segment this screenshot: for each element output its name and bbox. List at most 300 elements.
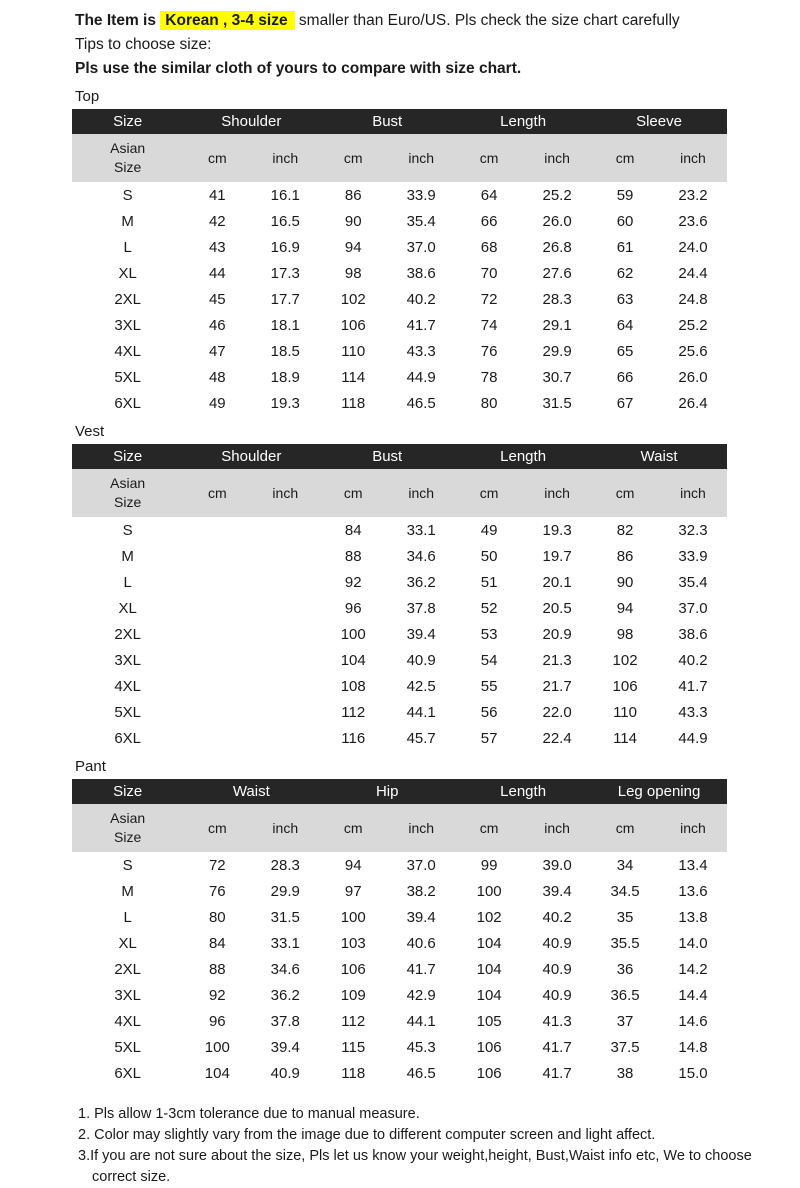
measure-cell xyxy=(251,699,319,725)
measure-cell: 45.7 xyxy=(387,725,455,751)
measure-cell: 22.0 xyxy=(523,699,591,725)
measure-cell: 104 xyxy=(183,1060,251,1086)
measure-cell: 20.1 xyxy=(523,569,591,595)
intro-line-2: Tips to choose size: xyxy=(75,36,212,53)
measure-cell: 42.9 xyxy=(387,982,455,1008)
row-size-label: 3XL xyxy=(72,647,183,673)
measure-cell: 29.1 xyxy=(523,312,591,338)
measure-cell: 29.9 xyxy=(523,338,591,364)
measure-cell: 40.9 xyxy=(387,647,455,673)
measure-cell: 112 xyxy=(319,699,387,725)
measure-cell: 42 xyxy=(183,208,251,234)
asian-size-line2: Size xyxy=(114,829,142,845)
intro-block xyxy=(0,0,800,81)
measure-cell: 46 xyxy=(183,312,251,338)
measure-cell: 60 xyxy=(591,208,659,234)
measure-cell xyxy=(251,621,319,647)
measure-cell: 104 xyxy=(319,647,387,673)
measure-cell: 21.7 xyxy=(523,673,591,699)
measure-cell: 102 xyxy=(455,904,523,930)
measure-cell: 25.6 xyxy=(659,338,727,364)
measure-cell: 36.2 xyxy=(387,569,455,595)
measure-cell: 33.9 xyxy=(387,182,455,208)
measure-cell: 100 xyxy=(183,1034,251,1060)
measure-cell: 40.6 xyxy=(387,930,455,956)
measure-cell: 114 xyxy=(591,725,659,751)
measure-cell xyxy=(183,621,251,647)
table-row xyxy=(72,725,727,751)
measure-cell: 116 xyxy=(319,725,387,751)
measure-cell: 32.3 xyxy=(659,517,727,543)
measure-cell: 45.3 xyxy=(387,1034,455,1060)
measure-cell: 21.3 xyxy=(523,647,591,673)
measure-cell xyxy=(251,595,319,621)
table-row xyxy=(72,260,727,286)
measure-cell: 106 xyxy=(319,956,387,982)
measure-cell: 34 xyxy=(591,852,659,878)
measure-cell: 55 xyxy=(455,673,523,699)
column-header-length: Length xyxy=(455,779,591,804)
measure-cell: 44.1 xyxy=(387,699,455,725)
measure-cell: 33.1 xyxy=(387,517,455,543)
measure-cell: 26.0 xyxy=(659,364,727,390)
measure-cell: 104 xyxy=(455,930,523,956)
asian-size-label xyxy=(72,469,183,517)
measure-cell: 41.7 xyxy=(523,1034,591,1060)
measure-cell: 59 xyxy=(591,182,659,208)
measure-cell: 88 xyxy=(183,956,251,982)
measure-cell: 88 xyxy=(319,543,387,569)
measure-cell xyxy=(183,647,251,673)
measure-cell: 57 xyxy=(455,725,523,751)
measure-cell: 31.5 xyxy=(251,904,319,930)
row-size-label: M xyxy=(72,878,183,904)
column-header-size: Size xyxy=(72,444,183,469)
table-row xyxy=(72,208,727,234)
measure-cell: 94 xyxy=(319,234,387,260)
measure-cell xyxy=(251,543,319,569)
measure-cell: 70 xyxy=(455,260,523,286)
measure-cell: 33.9 xyxy=(659,543,727,569)
table-row xyxy=(72,338,727,364)
column-header-size: Size xyxy=(72,109,183,134)
measure-cell: 30.7 xyxy=(523,364,591,390)
measure-cell: 13.4 xyxy=(659,852,727,878)
measure-cell: 43.3 xyxy=(387,338,455,364)
unit-header-inch: inch xyxy=(659,804,727,852)
table-row xyxy=(72,390,727,416)
table-row xyxy=(72,286,727,312)
table-row xyxy=(72,956,727,982)
table-row xyxy=(72,517,727,543)
measure-cell: 44.9 xyxy=(387,364,455,390)
row-size-label: S xyxy=(72,517,183,543)
column-header-length: Length xyxy=(455,444,591,469)
measure-cell: 72 xyxy=(455,286,523,312)
measure-cell: 48 xyxy=(183,364,251,390)
unit-header-inch: inch xyxy=(523,469,591,517)
unit-header-cm: cm xyxy=(455,804,523,852)
measure-cell: 37 xyxy=(591,1008,659,1034)
measure-cell: 29.9 xyxy=(251,878,319,904)
section-label: Pant xyxy=(75,758,106,775)
measure-cell: 41.7 xyxy=(659,673,727,699)
unit-header-cm: cm xyxy=(591,804,659,852)
measure-cell: 54 xyxy=(455,647,523,673)
row-size-label: S xyxy=(72,852,183,878)
measure-cell: 26.0 xyxy=(523,208,591,234)
measure-cell: 80 xyxy=(455,390,523,416)
measure-cell: 53 xyxy=(455,621,523,647)
table-row xyxy=(72,543,727,569)
section-label: Top xyxy=(75,88,100,105)
measure-cell: 14.6 xyxy=(659,1008,727,1034)
measure-cell xyxy=(251,569,319,595)
measure-cell: 36 xyxy=(591,956,659,982)
asian-size-line2: Size xyxy=(114,494,142,510)
column-header-waist: Waist xyxy=(183,779,319,804)
measure-cell xyxy=(183,595,251,621)
measure-cell: 39.4 xyxy=(387,621,455,647)
measure-cell: 82 xyxy=(591,517,659,543)
row-size-label: 6XL xyxy=(72,725,183,751)
measure-cell: 49 xyxy=(183,390,251,416)
row-size-label: L xyxy=(72,569,183,595)
table-row xyxy=(72,930,727,956)
measure-cell: 34.6 xyxy=(387,543,455,569)
measure-cell: 41.3 xyxy=(523,1008,591,1034)
measure-cell: 108 xyxy=(319,673,387,699)
measure-cell: 40.9 xyxy=(523,956,591,982)
measure-cell: 74 xyxy=(455,312,523,338)
asian-size-label xyxy=(72,804,183,852)
measure-cell: 100 xyxy=(455,878,523,904)
measure-cell: 110 xyxy=(591,699,659,725)
measure-cell: 24.8 xyxy=(659,286,727,312)
size-tables-container xyxy=(0,87,800,1086)
unit-header-inch: inch xyxy=(251,804,319,852)
measure-cell: 40.2 xyxy=(523,904,591,930)
measure-cell: 43.3 xyxy=(659,699,727,725)
measure-cell: 84 xyxy=(319,517,387,543)
measure-cell: 86 xyxy=(591,543,659,569)
measure-cell: 41 xyxy=(183,182,251,208)
measure-cell: 76 xyxy=(455,338,523,364)
measure-cell: 98 xyxy=(319,260,387,286)
measure-cell xyxy=(183,517,251,543)
size-section-top xyxy=(0,87,800,416)
measure-cell: 40.9 xyxy=(523,930,591,956)
measure-cell: 40.9 xyxy=(251,1060,319,1086)
measure-cell: 44.9 xyxy=(659,725,727,751)
size-table xyxy=(72,109,727,416)
size-section-vest xyxy=(0,422,800,751)
measure-cell: 66 xyxy=(591,364,659,390)
measure-cell: 36.5 xyxy=(591,982,659,1008)
row-size-label: 2XL xyxy=(72,621,183,647)
asian-size-line1: Asian xyxy=(110,810,146,826)
measure-cell: 44.1 xyxy=(387,1008,455,1034)
measure-cell xyxy=(183,699,251,725)
unit-header-cm: cm xyxy=(591,134,659,182)
column-header-waist: Waist xyxy=(591,444,727,469)
measure-cell: 80 xyxy=(183,904,251,930)
measure-cell: 118 xyxy=(319,390,387,416)
measure-cell xyxy=(183,725,251,751)
section-label: Vest xyxy=(75,423,105,440)
measure-cell: 84 xyxy=(183,930,251,956)
table-row xyxy=(72,1008,727,1034)
measure-cell: 64 xyxy=(455,182,523,208)
row-size-label: 4XL xyxy=(72,338,183,364)
measure-cell: 43 xyxy=(183,234,251,260)
measure-cell: 44 xyxy=(183,260,251,286)
measure-cell: 37.0 xyxy=(387,234,455,260)
measure-cell: 109 xyxy=(319,982,387,1008)
table-row xyxy=(72,878,727,904)
measure-cell: 106 xyxy=(591,673,659,699)
measure-cell: 62 xyxy=(591,260,659,286)
measure-cell: 34.5 xyxy=(591,878,659,904)
measure-cell: 37.0 xyxy=(659,595,727,621)
size-table xyxy=(72,779,727,1086)
measure-cell: 86 xyxy=(319,182,387,208)
measure-cell: 72 xyxy=(183,852,251,878)
measure-cell: 39.4 xyxy=(523,878,591,904)
footer-note: 3.If you are not sure about the size, Pls let us know your weight,height, Bust,Waist info etc, We to choose correct size. xyxy=(78,1148,752,1185)
row-size-label: XL xyxy=(72,260,183,286)
measure-cell: 99 xyxy=(455,852,523,878)
measure-cell: 94 xyxy=(591,595,659,621)
measure-cell: 18.5 xyxy=(251,338,319,364)
measure-cell: 105 xyxy=(455,1008,523,1034)
measure-cell: 92 xyxy=(183,982,251,1008)
unit-header-cm: cm xyxy=(183,134,251,182)
measure-cell: 106 xyxy=(455,1060,523,1086)
measure-cell: 37.0 xyxy=(387,852,455,878)
unit-header-cm: cm xyxy=(183,469,251,517)
row-size-label: XL xyxy=(72,930,183,956)
measure-cell: 39.4 xyxy=(251,1034,319,1060)
measure-cell: 34.6 xyxy=(251,956,319,982)
size-table xyxy=(72,444,727,751)
measure-cell: 42.5 xyxy=(387,673,455,699)
measure-cell: 39.0 xyxy=(523,852,591,878)
measure-cell: 24.4 xyxy=(659,260,727,286)
measure-cell: 24.0 xyxy=(659,234,727,260)
measure-cell: 104 xyxy=(455,956,523,982)
measure-cell: 18.9 xyxy=(251,364,319,390)
measure-cell: 16.5 xyxy=(251,208,319,234)
measure-cell: 20.9 xyxy=(523,621,591,647)
row-size-label: M xyxy=(72,208,183,234)
measure-cell: 38.6 xyxy=(659,621,727,647)
measure-cell: 20.5 xyxy=(523,595,591,621)
measure-cell: 50 xyxy=(455,543,523,569)
measure-cell: 36.2 xyxy=(251,982,319,1008)
measure-cell: 100 xyxy=(319,621,387,647)
row-size-label: 2XL xyxy=(72,956,183,982)
unit-header-inch: inch xyxy=(251,134,319,182)
asian-size-line1: Asian xyxy=(110,475,146,491)
measure-cell: 114 xyxy=(319,364,387,390)
measure-cell: 98 xyxy=(591,621,659,647)
measure-cell: 33.1 xyxy=(251,930,319,956)
measure-cell: 27.6 xyxy=(523,260,591,286)
measure-cell xyxy=(251,725,319,751)
column-header-sleeve: Sleeve xyxy=(591,109,727,134)
measure-cell: 104 xyxy=(455,982,523,1008)
measure-cell: 35.4 xyxy=(659,569,727,595)
column-header-hip: Hip xyxy=(319,779,455,804)
measure-cell: 102 xyxy=(319,286,387,312)
korean-size-highlight: Korean , 3-4 size xyxy=(160,11,294,30)
measure-cell: 40.9 xyxy=(523,982,591,1008)
measure-cell: 19.3 xyxy=(523,517,591,543)
measure-cell: 40.2 xyxy=(387,286,455,312)
asian-size-line1: Asian xyxy=(110,140,146,156)
column-header-shoulder: Shoulder xyxy=(183,109,319,134)
measure-cell: 23.6 xyxy=(659,208,727,234)
unit-header-cm: cm xyxy=(455,469,523,517)
table-row xyxy=(72,569,727,595)
unit-header-cm: cm xyxy=(455,134,523,182)
row-size-label: 5XL xyxy=(72,1034,183,1060)
table-row xyxy=(72,673,727,699)
measure-cell: 13.6 xyxy=(659,878,727,904)
measure-cell: 46.5 xyxy=(387,390,455,416)
measure-cell: 100 xyxy=(319,904,387,930)
unit-header-inch: inch xyxy=(387,134,455,182)
table-row xyxy=(72,1034,727,1060)
table-row xyxy=(72,1060,727,1086)
footer-note: 2. Color may slightly vary from the image due to different computer screen and light affect. xyxy=(78,1127,656,1143)
measure-cell: 68 xyxy=(455,234,523,260)
row-size-label: XL xyxy=(72,595,183,621)
measure-cell: 106 xyxy=(319,312,387,338)
table-row xyxy=(72,595,727,621)
measure-cell: 26.4 xyxy=(659,390,727,416)
unit-header-cm: cm xyxy=(319,134,387,182)
measure-cell: 47 xyxy=(183,338,251,364)
row-size-label: L xyxy=(72,904,183,930)
row-size-label: 3XL xyxy=(72,312,183,338)
measure-cell: 110 xyxy=(319,338,387,364)
unit-header-inch: inch xyxy=(659,469,727,517)
measure-cell: 46.5 xyxy=(387,1060,455,1086)
unit-header-cm: cm xyxy=(319,804,387,852)
measure-cell: 96 xyxy=(319,595,387,621)
measure-cell: 118 xyxy=(319,1060,387,1086)
measure-cell: 115 xyxy=(319,1034,387,1060)
measure-cell xyxy=(251,517,319,543)
intro-lead-text: The Item is xyxy=(75,12,156,29)
measure-cell xyxy=(183,569,251,595)
row-size-label: 4XL xyxy=(72,673,183,699)
measure-cell: 37.5 xyxy=(591,1034,659,1060)
column-header-size: Size xyxy=(72,779,183,804)
measure-cell xyxy=(183,673,251,699)
measure-cell: 103 xyxy=(319,930,387,956)
column-header-leg-opening: Leg opening xyxy=(591,779,727,804)
measure-cell: 41.7 xyxy=(387,956,455,982)
measure-cell: 37.8 xyxy=(251,1008,319,1034)
measure-cell: 13.8 xyxy=(659,904,727,930)
asian-size-label xyxy=(72,134,183,182)
measure-cell: 94 xyxy=(319,852,387,878)
measure-cell: 16.9 xyxy=(251,234,319,260)
unit-header-cm: cm xyxy=(591,469,659,517)
measure-cell: 66 xyxy=(455,208,523,234)
measure-cell: 28.3 xyxy=(251,852,319,878)
row-size-label: M xyxy=(72,543,183,569)
measure-cell: 49 xyxy=(455,517,523,543)
table-row xyxy=(72,234,727,260)
measure-cell: 65 xyxy=(591,338,659,364)
measure-cell: 14.4 xyxy=(659,982,727,1008)
table-row xyxy=(72,312,727,338)
unit-header-cm: cm xyxy=(319,469,387,517)
measure-cell: 18.1 xyxy=(251,312,319,338)
measure-cell: 23.2 xyxy=(659,182,727,208)
footer-notes xyxy=(0,1104,800,1188)
measure-cell: 78 xyxy=(455,364,523,390)
measure-cell: 25.2 xyxy=(659,312,727,338)
column-header-bust: Bust xyxy=(319,444,455,469)
measure-cell: 76 xyxy=(183,878,251,904)
row-size-label: 2XL xyxy=(72,286,183,312)
measure-cell: 19.3 xyxy=(251,390,319,416)
measure-cell: 112 xyxy=(319,1008,387,1034)
measure-cell: 97 xyxy=(319,878,387,904)
intro-tail-text: smaller than Euro/US. Pls check the size chart carefully xyxy=(298,12,680,29)
intro-line-3: Pls use the similar cloth of yours to compare with size chart. xyxy=(75,60,522,77)
measure-cell: 35.5 xyxy=(591,930,659,956)
measure-cell: 67 xyxy=(591,390,659,416)
measure-cell: 35.4 xyxy=(387,208,455,234)
measure-cell: 19.7 xyxy=(523,543,591,569)
column-header-shoulder: Shoulder xyxy=(183,444,319,469)
measure-cell: 45 xyxy=(183,286,251,312)
measure-cell: 26.8 xyxy=(523,234,591,260)
intro-line-1 xyxy=(75,9,800,33)
measure-cell: 38.2 xyxy=(387,878,455,904)
size-section-pant xyxy=(0,757,800,1086)
row-size-label: 5XL xyxy=(72,364,183,390)
measure-cell: 64 xyxy=(591,312,659,338)
table-row xyxy=(72,699,727,725)
measure-cell: 22.4 xyxy=(523,725,591,751)
measure-cell: 40.2 xyxy=(659,647,727,673)
measure-cell: 41.7 xyxy=(523,1060,591,1086)
measure-cell: 61 xyxy=(591,234,659,260)
table-row xyxy=(72,364,727,390)
measure-cell: 92 xyxy=(319,569,387,595)
unit-header-inch: inch xyxy=(659,134,727,182)
measure-cell: 16.1 xyxy=(251,182,319,208)
measure-cell: 15.0 xyxy=(659,1060,727,1086)
table-row xyxy=(72,904,727,930)
measure-cell: 37.8 xyxy=(387,595,455,621)
measure-cell: 31.5 xyxy=(523,390,591,416)
table-row xyxy=(72,982,727,1008)
row-size-label: 3XL xyxy=(72,982,183,1008)
measure-cell: 90 xyxy=(591,569,659,595)
row-size-label: 6XL xyxy=(72,1060,183,1086)
footer-note: 1. Pls allow 1-3cm tolerance due to manual measure. xyxy=(78,1106,420,1122)
measure-cell: 28.3 xyxy=(523,286,591,312)
unit-header-inch: inch xyxy=(387,804,455,852)
